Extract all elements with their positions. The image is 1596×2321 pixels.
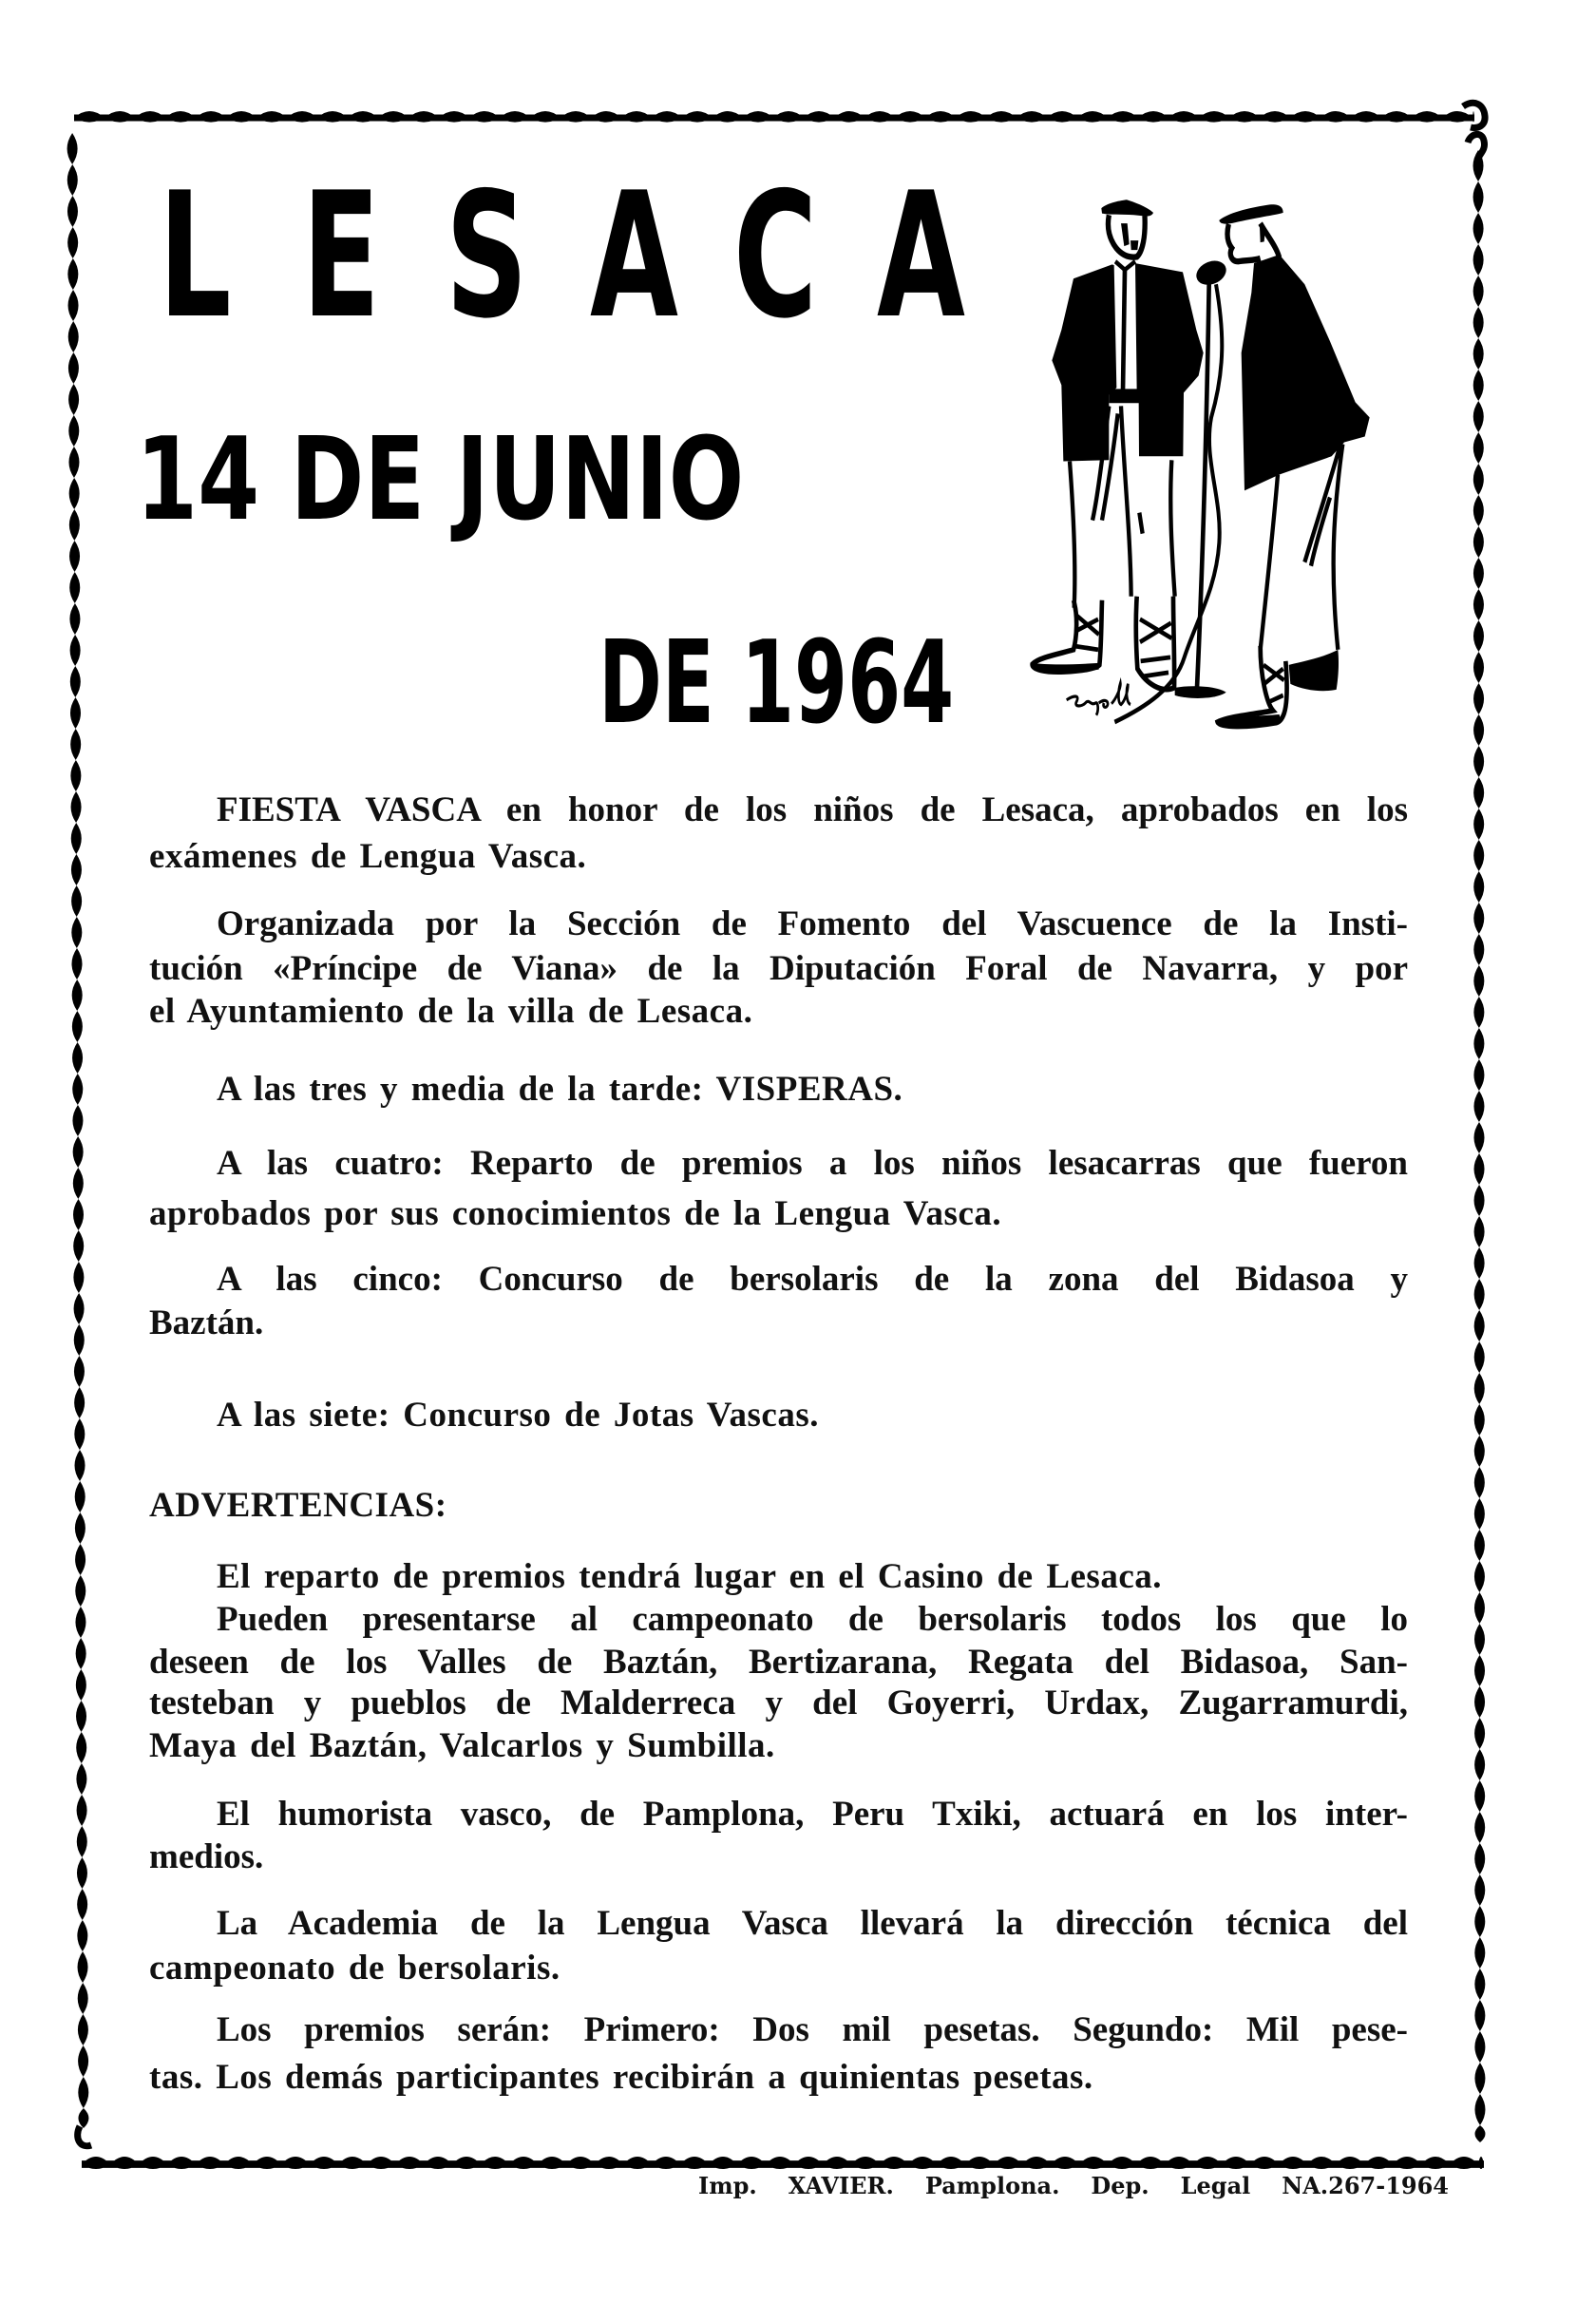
title-letter: A xyxy=(876,155,965,356)
artist-signature xyxy=(1067,683,1130,715)
title-letter: E xyxy=(302,155,381,356)
paragraph-pueden-line-3: testeban y pueblos de Malderreca y del Goyerri, Urdax, Zugarramurdi, xyxy=(149,1684,1408,1722)
date-line-year: DE 1964 xyxy=(598,618,955,750)
paragraph-pueden-line-1: Pueden presentarse al campeonato de bersolaris todos los que lo xyxy=(217,1600,1408,1639)
right-man-cape xyxy=(1242,255,1370,490)
right-man-face xyxy=(1227,223,1280,261)
microphone-base xyxy=(1175,686,1226,698)
paragraph-cinco-line-2: Baztán. xyxy=(149,1303,264,1342)
paragraph-siete: A las siete: Concurso de Jotas Vascas. xyxy=(217,1396,819,1435)
left-man-tie xyxy=(1123,270,1125,390)
paragraph-premios-line-1: Los premios serán: Primero: Dos mil pesetas. Segundo: Mil pese- xyxy=(217,2010,1408,2049)
title-letter: C xyxy=(732,155,817,356)
paragraph-fiesta-line-2: exámenes de Lengua Vasca. xyxy=(149,837,587,876)
paragraph-humorista-line-2: medios. xyxy=(149,1837,264,1876)
title-letter: L xyxy=(159,155,232,356)
advertencias-heading: ADVERTENCIAS: xyxy=(149,1486,447,1525)
border-top xyxy=(74,111,1474,123)
illustration-two-men-microphone xyxy=(1026,170,1454,741)
paragraph-organizada-line-1: Organizada por la Sección de Fomento del Vascuence de la Insti- xyxy=(217,904,1408,943)
paragraph-fiesta-line-1: FIESTA VASCA en honor de los niños de Lesaca, aprobados en los xyxy=(217,790,1408,829)
paragraph-humorista-line-1: El humorista vasco, de Pamplona, Peru Txiki, actuará en los inter- xyxy=(217,1795,1408,1834)
paragraph-organizada-line-2: tución «Príncipe de Viana» de la Diputación Foral de Navarra, y por xyxy=(149,949,1408,988)
paragraph-visperas: A las tres y media de la tarde: VISPERAS. xyxy=(217,1070,903,1109)
paragraph-organizada-line-3: el Ayuntamiento de la villa de Lesaca. xyxy=(149,992,753,1031)
title-letter: S xyxy=(446,155,528,356)
printer-imprint: Imp. XAVIER. Pamplona. Dep. Legal NA.267-1964 xyxy=(698,2172,1449,2199)
paragraph-cuatro-line-1: A las cuatro: Reparto de premios a los niños lesacarras que fueron xyxy=(217,1144,1408,1183)
paragraph-cuatro-line-2: aprobados por sus conocimientos de la Lengua Vasca. xyxy=(149,1194,1002,1233)
title-letter: A xyxy=(589,155,678,356)
right-man-right-shoe xyxy=(1289,650,1339,691)
paragraph-academia-line-2: campeonato de bersolaris. xyxy=(149,1949,560,1988)
left-man-beret xyxy=(1101,200,1153,216)
date-line-day-month: 14 DE JUNIO xyxy=(136,414,745,546)
border-left xyxy=(67,133,89,2128)
left-man-figure xyxy=(1033,200,1204,689)
microphone-head xyxy=(1194,257,1228,289)
left-man-sash xyxy=(1109,389,1140,403)
right-man-beret xyxy=(1219,204,1282,223)
border-right xyxy=(1473,150,1486,2142)
border-bottom xyxy=(82,2157,1484,2169)
left-man-left-shoe xyxy=(1033,600,1102,672)
paragraph-pueden-line-4: Maya del Baztán, Valcarlos y Sumbilla. xyxy=(149,1726,775,1765)
paragraph-academia-line-1: La Academia de la Lengua Vasca llevará la dirección técnica del xyxy=(217,1904,1408,1943)
right-man-figure xyxy=(1218,204,1370,727)
left-man-shirt-collar xyxy=(1115,261,1135,270)
left-man-jacket-right xyxy=(1135,263,1204,456)
paragraph-reparto: El reparto de premios tendrá lugar en el Casino de Lesaca. xyxy=(217,1557,1162,1596)
right-man-left-shoe xyxy=(1218,646,1287,727)
border-corner-curl-bottom-left xyxy=(78,2126,91,2146)
paragraph-pueden-line-2: deseen de los Valles de Baztán, Bertizarana, Regata del Bidasoa, San- xyxy=(149,1643,1408,1682)
paragraph-premios-line-2: tas. Los demás participantes recibirán a quinientas pesetas. xyxy=(149,2058,1093,2097)
paragraph-cinco-line-1: A las cinco: Concurso de bersolaris de la zona del Bidasoa y xyxy=(217,1260,1408,1299)
poster-title xyxy=(142,155,965,356)
